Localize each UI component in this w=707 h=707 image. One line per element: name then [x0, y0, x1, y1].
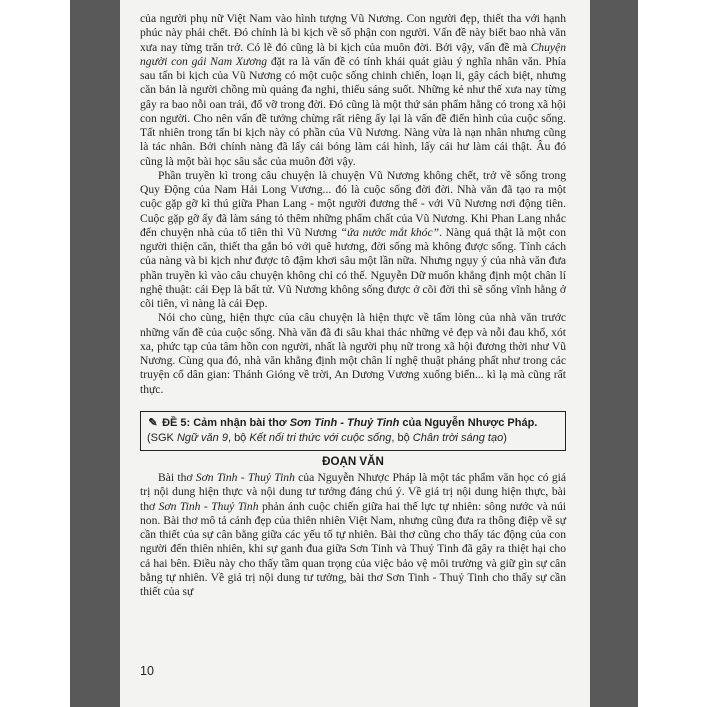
exercise-source: (SGK Ngữ văn 9, bộ Kết nối tri thức với cuộc sống, bộ Chân trời sáng tạo)	[147, 431, 507, 444]
right-margin-bar	[590, 0, 638, 707]
section-heading: ĐOẠN VĂN	[322, 454, 384, 468]
exercise-title: ✎ ĐỀ 5: Cảm nhận bài thơ Sơn Tinh - Thuỷ Tinh của Nguyễn Nhược Pháp.	[148, 416, 538, 429]
paragraph-4: Bài thơ Sơn Tinh - Thuỷ Tinh của Nguyễn Nhược Pháp là một tác phẩm văn học có giá trị nội dung hiện thực và nội dung tư tưởng đáng chú ý. Về giá trị nội dung hiện thực, bài thơ Sơn Tinh - Thuỷ Tinh phản ánh cuộc chiến giữa hai thế lực tự nhiên: sông nước và núi non. Bài thơ mô tả cảnh đẹp của thiên nhiên Việt Nam, nhưng cũng đưa ra thông điệp về sự cần thiết của sự cân bằng giữa các yếu tố tự nhiên. Bài thơ cũng cho thấy tác động của con người đến thiên nhiên, khi sự ganh đua giữa Sơn Tinh và Thuỷ Tinh đã gây ra thiệt hại cho cả hai bên. Điều này cho thấy tầm quan trọng của việc bảo vệ môi trường và giữ gìn sự cân bằng tự nhiên. Về giá trị nội dung tư tưởng, bài thơ Sơn Tinh - Thuỷ Tinh cho thấy sự cần thiết của sự	[140, 471, 567, 598]
paragraph-1: của người phụ nữ Việt Nam vào hình tượng Vũ Nương. Con người đẹp, thiết tha với hạnh phúc này phải chết. Đó chính là bi kịch về số phận con người. Vấn đề này biết bao nhà văn xưa nay từng trăn trở. Có lẽ đó cũng là bi kịch của muôn đời. Bởi vậy, vấn đề mà Chuyện người con gái Nam Xương đặt ra là vấn đề có tính khái quát giàu ý nghĩa nhân văn. Phía sau tấn bi kịch của Vũ Nương có một cuộc sống chinh chiến, loạn li, gây cách biệt, nhưng căn bản là người chồng mù quáng đa nghi, thiếu sáng suốt. Những kẻ như thế xưa nay từng gây ra bao nỗi oan trái, đổ vỡ trong đời. Đó cũng là một thứ sản phẩm hằng có trong xã hội con người. Cho nên vấn đề tưởng chừng rất riêng ấy lại là vấn đề điển hình của cuộc sống. Tất nhiên trong tấn bi kịch này có phần của Vũ Nương. Nàng vừa là nạn nhân nhưng cũng là tác nhân. Bởi chính nàng đã lấy cái bóng làm cái hình, lấy cái hư làm cái thật. Âu đó cũng là một bài học sâu sắc của muôn đời vậy.	[140, 12, 566, 168]
pencil-icon: ✎	[148, 416, 158, 429]
page-content	[140, 12, 566, 599]
paragraph-2: Phần truyền kì trong câu chuyện là chuyện Vũ Nương không chết, trở về sống trong Quy Động của Nam Hải Long Vương... đó là cuộc sống đời đời. Nhà văn đã tạo ra một cuộc gặp gỡ kì thú giữa Phan Lang - một người đương thế - với Vũ Nương nơi động tiên. Cuộc gặp gỡ ấy đã làm sáng tỏ thêm những phẩm chất của Vũ Nương. Khi Phan Lang nhắc đến chuyện nhà của tổ tiên thì Vũ Nương “ứa nước mắt khóc”. Nàng quả thật là một con người thiện căn, thiết tha gắn bó với quê hương, đời sống mà không được sống. Tính cách của nàng và bi kịch như được tô đậm khơi sâu một lần nữa. Nhưng ngụy ý của nhà văn đưa phần truyền kì vào câu chuyện không chỉ có thế. Nguyễn Dữ muốn khẳng định một chân lí nghệ thuật: cái Đẹp là bất tử. Vũ Nương không sống được ở cõi đời thì sẽ sống vĩnh hằng ở cõi tiên, vì nàng là cái Đẹp.	[140, 168, 566, 310]
page-number: 10	[140, 664, 154, 678]
book-page	[120, 0, 590, 707]
exercise-box	[140, 411, 566, 451]
left-margin-bar	[70, 0, 120, 707]
paragraph-3: Nói cho cùng, hiện thực của câu chuyện là hiện thực về tấm lòng của nhà văn trước những vấn đề của cuộc sống. Nhà văn đã đi sâu khai thác những vẻ đẹp và nỗi đau khổ, xót xa, phức tạp của tâm hồn con người, nhất là người phụ nữ trong xã hội đương thời như Vũ Nương. Cùng qua đó, nhà văn khẳng định một chân lí nghệ thuật phảng phất như trong các truyện cổ dân gian: Thánh Gióng về trời, An Dương Vương xuống biển... kì lạ mà cũng rất thực.	[140, 311, 566, 396]
